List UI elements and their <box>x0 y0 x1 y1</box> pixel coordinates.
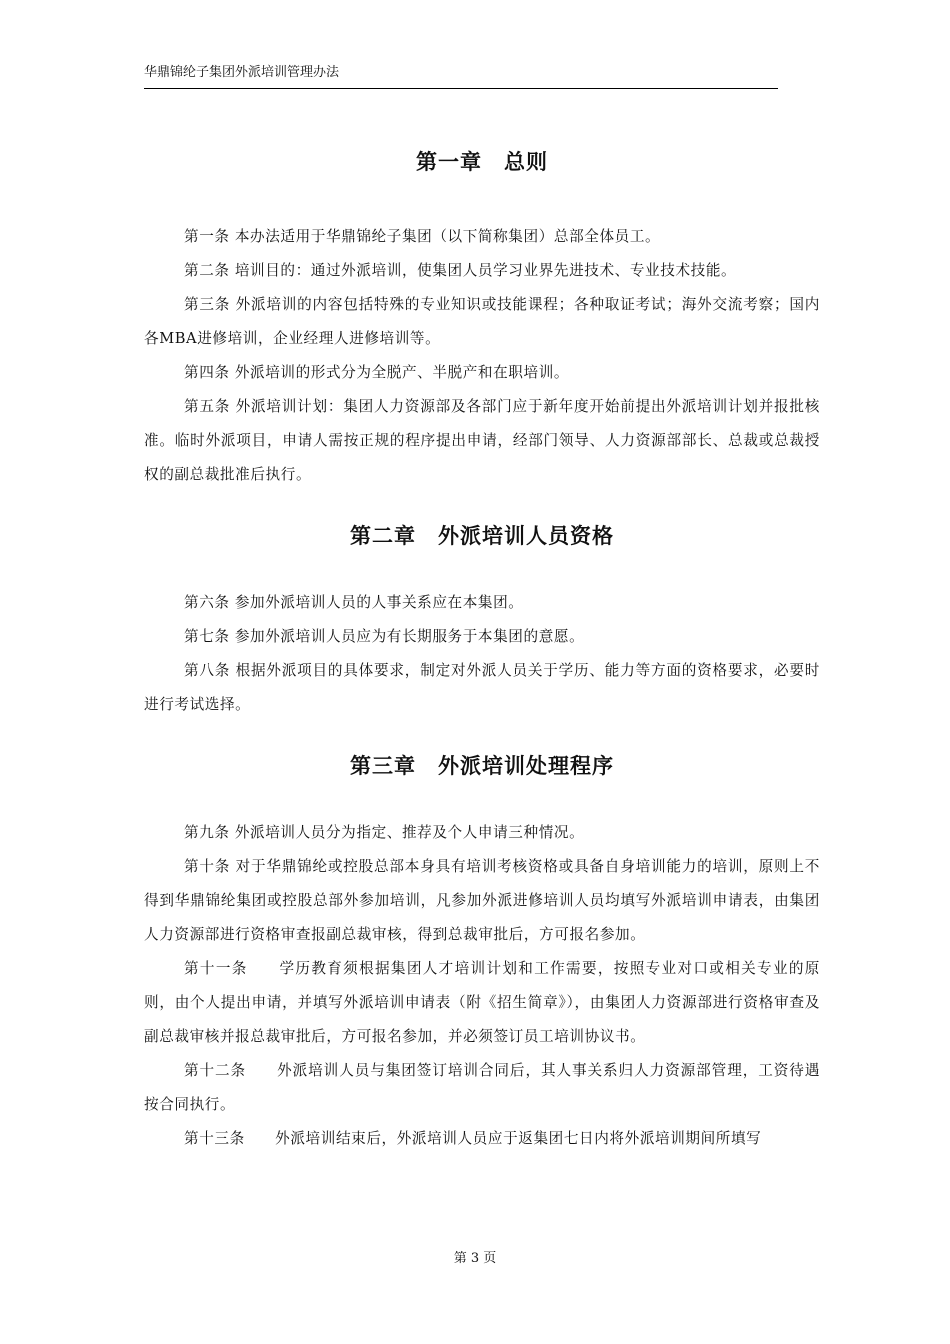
article-paragraph: 第十二条 外派培训人员与集团签订培训合同后，其人事关系归人力资源部管理，工资待遇按合同执行。 <box>144 1062 820 1113</box>
header-title: 华鼎锦纶子集团外派培训管理办法 <box>144 65 340 80</box>
article-paragraph: 第七条 参加外派培训人员应为有长期服务于本集团的意愿。 <box>184 628 585 645</box>
chapter-title: 第一章 总则 <box>416 149 548 174</box>
article-paragraph: 第五条 外派培训计划：集团人力资源部及各部门应于新年度开始前提出外派培训计划并报批核准。临时外派项目，申请人需按正规的程序提出申请，经部门领导、人力资源部部长、总裁或总裁授权的副总裁批准后执行。 <box>144 398 820 483</box>
article-paragraph: 第九条 外派培训人员分为指定、推荐及个人申请三种情况。 <box>184 824 585 841</box>
chapter-2 <box>144 522 820 722</box>
article-paragraph: 第二条 培训目的：通过外派培训，使集团人员学习业界先进技术、专业技术技能。 <box>184 262 737 279</box>
chapter-title: 第二章 外派培训人员资格 <box>350 523 614 548</box>
article-paragraph: 第十三条 外派培训结束后，外派培训人员应于返集团七日内将外派培训期间所填写 <box>184 1130 762 1147</box>
article-paragraph: 第六条 参加外派培训人员的人事关系应在本集团。 <box>184 594 524 611</box>
running-header <box>144 64 778 89</box>
article-paragraph: 第一条 本办法适用于华鼎锦纶子集团（以下简称集团）总部全体员工。 <box>184 228 661 245</box>
chapter-title: 第三章 外派培训处理程序 <box>350 753 614 778</box>
chapter-body <box>144 220 820 492</box>
article-paragraph: 第十条 对于华鼎锦纶或控股总部本身具有培训考核资格或具备自身培训能力的培训，原则上不得到华鼎锦纶集团或控股总部外参加培训，凡参加外派进修培训人员均填写外派培训申请表，由集团人力资源部进行资格审查报副总裁审核，得到总裁审批后，方可报名参加。 <box>144 858 820 943</box>
article-paragraph: 第八条 根据外派项目的具体要求，制定对外派人员关于学历、能力等方面的资格要求，必要时进行考试选择。 <box>144 662 820 713</box>
article-paragraph: 第四条 外派培训的形式分为全脱产、半脱产和在职培训。 <box>184 364 570 381</box>
chapter-3 <box>144 752 820 1156</box>
page-number: 第 3 页 <box>453 1251 497 1266</box>
article-paragraph: 第三条 外派培训的内容包括特殊的专业知识或技能课程；各种取证考试；海外交流考察；国内各MBA进修培训，企业经理人进修培训等。 <box>144 296 820 347</box>
document-body <box>144 148 820 1156</box>
article-paragraph: 第十一条 学历教育须根据集团人才培训计划和工作需要，按照专业对口或相关专业的原则，由个人提出申请，并填写外派培训申请表（附《招生简章》），由集团人力资源部进行资格审查及副总裁审核并报总裁审批后，方可报名参加，并必须签订员工培训协议书。 <box>144 960 820 1045</box>
page-footer <box>0 1247 950 1266</box>
chapter-1 <box>144 148 820 492</box>
